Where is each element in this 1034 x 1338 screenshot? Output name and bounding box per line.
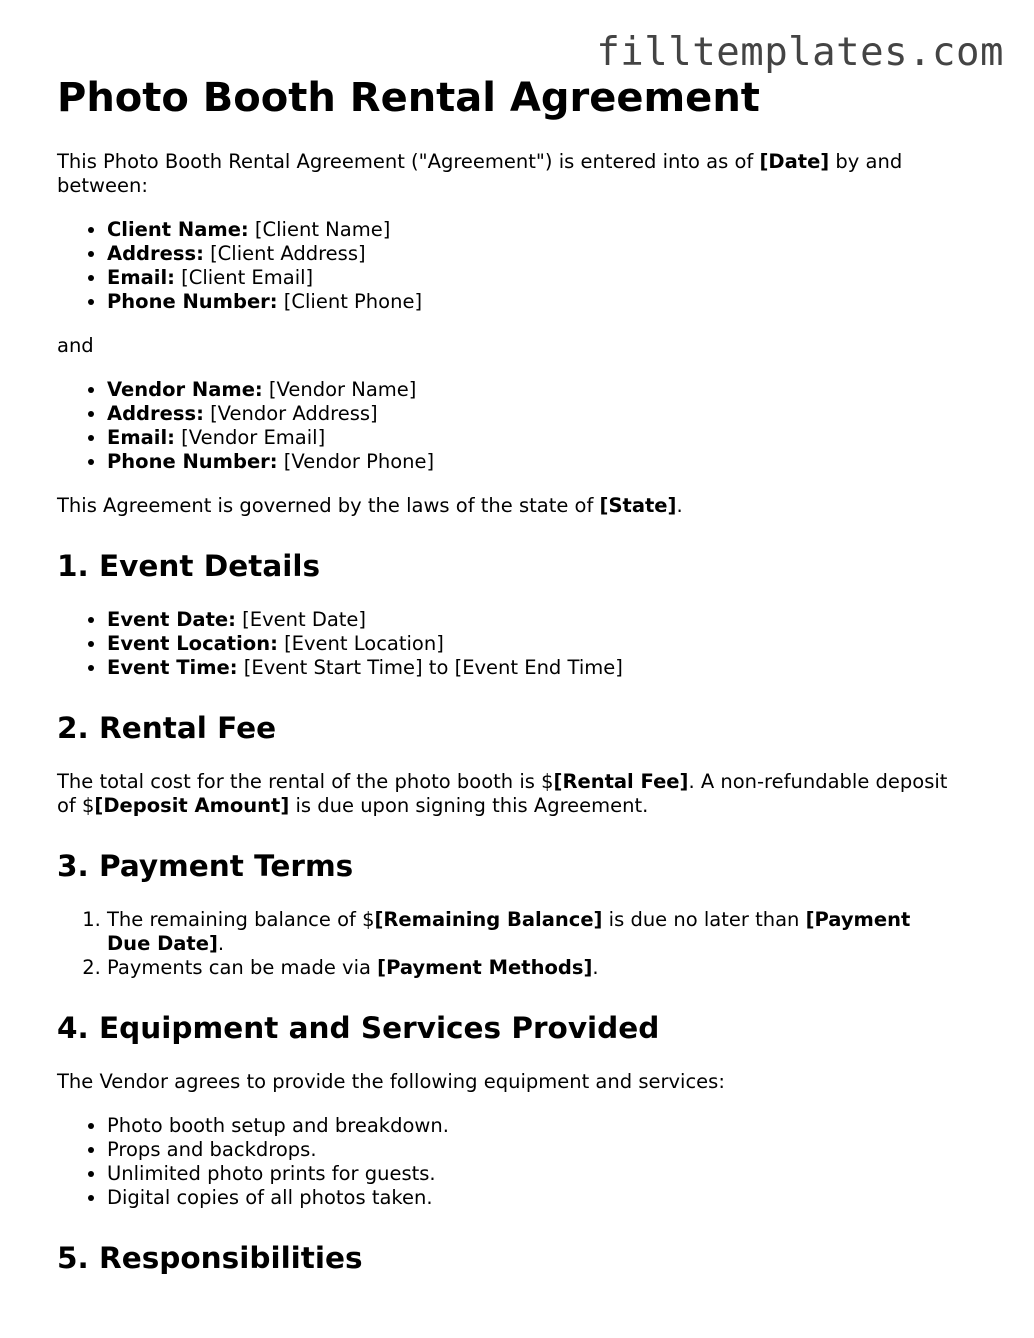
- and-text: and: [57, 334, 94, 357]
- state-field: [State]: [599, 494, 677, 517]
- section-heading-equipment: 4. Equipment and Services Provided: [57, 1011, 660, 1045]
- payment-methods-field: [Payment Methods]: [377, 956, 593, 979]
- list-item: • Unlimited photo prints for guests.: [107, 1162, 957, 1186]
- client-info-list: [57, 218, 957, 314]
- list-item: • Email: [Vendor Email]: [107, 426, 957, 450]
- list-item: • Event Time: [Event Start Time] to [Event End Time]: [107, 656, 957, 680]
- list-item: • Phone Number: [Vendor Phone]: [107, 450, 957, 474]
- section-heading-rental-fee: 2. Rental Fee: [57, 711, 277, 745]
- document-body: [57, 70, 957, 1300]
- equipment-list: [57, 1114, 957, 1210]
- section-heading-responsibilities: 5. Responsibilities: [57, 1241, 363, 1275]
- equipment-intro: The Vendor agrees to provide the following equipment and services:: [57, 1070, 725, 1093]
- payment-terms-list: [57, 908, 957, 980]
- document-title: Photo Booth Rental Agreement: [57, 75, 760, 121]
- list-item: • Digital copies of all photos taken.: [107, 1186, 957, 1210]
- deposit-field: [Deposit Amount]: [94, 794, 290, 817]
- list-item: 2. Payments can be made via [Payment Methods].: [107, 956, 957, 980]
- list-item: • Client Name: [Client Name]: [107, 218, 957, 242]
- vendor-info-list: [57, 378, 957, 474]
- date-field: [Date]: [759, 150, 830, 173]
- list-item: • Address: [Vendor Address]: [107, 402, 957, 426]
- governing-law-paragraph: This Agreement is governed by the laws of the state of [State].: [57, 494, 683, 517]
- event-details-list: [57, 608, 957, 680]
- list-item: • Props and backdrops.: [107, 1138, 957, 1162]
- list-item: • Address: [Client Address]: [107, 242, 957, 266]
- rental-fee-paragraph: The total cost for the rental of the photo booth is $[Rental Fee]. A non-refundable deposit of $[Deposit Amount] is due upon signing this Agreement.: [57, 770, 948, 817]
- rental-fee-field: [Rental Fee]: [553, 770, 689, 793]
- section-heading-payment-terms: 3. Payment Terms: [57, 849, 354, 883]
- watermark-logo: filltemplates.com: [596, 30, 1004, 75]
- list-item: • Email: [Client Email]: [107, 266, 957, 290]
- list-item: • Vendor Name: [Vendor Name]: [107, 378, 957, 402]
- list-item: • Event Location: [Event Location]: [107, 632, 957, 656]
- list-item: 1. The remaining balance of $[Remaining Balance] is due no later than [Payment Due Date].: [107, 908, 957, 956]
- remaining-balance-field: [Remaining Balance]: [374, 908, 603, 931]
- intro-paragraph: This Photo Booth Rental Agreement ("Agreement") is entered into as of [Date] by and between:: [57, 150, 903, 197]
- payment-due-date-field: [Payment Due Date]: [107, 908, 911, 955]
- list-item: • Photo booth setup and breakdown.: [107, 1114, 957, 1138]
- list-item: • Event Date: [Event Date]: [107, 608, 957, 632]
- section-heading-event-details: 1. Event Details: [57, 549, 321, 583]
- list-item: • Phone Number: [Client Phone]: [107, 290, 957, 314]
